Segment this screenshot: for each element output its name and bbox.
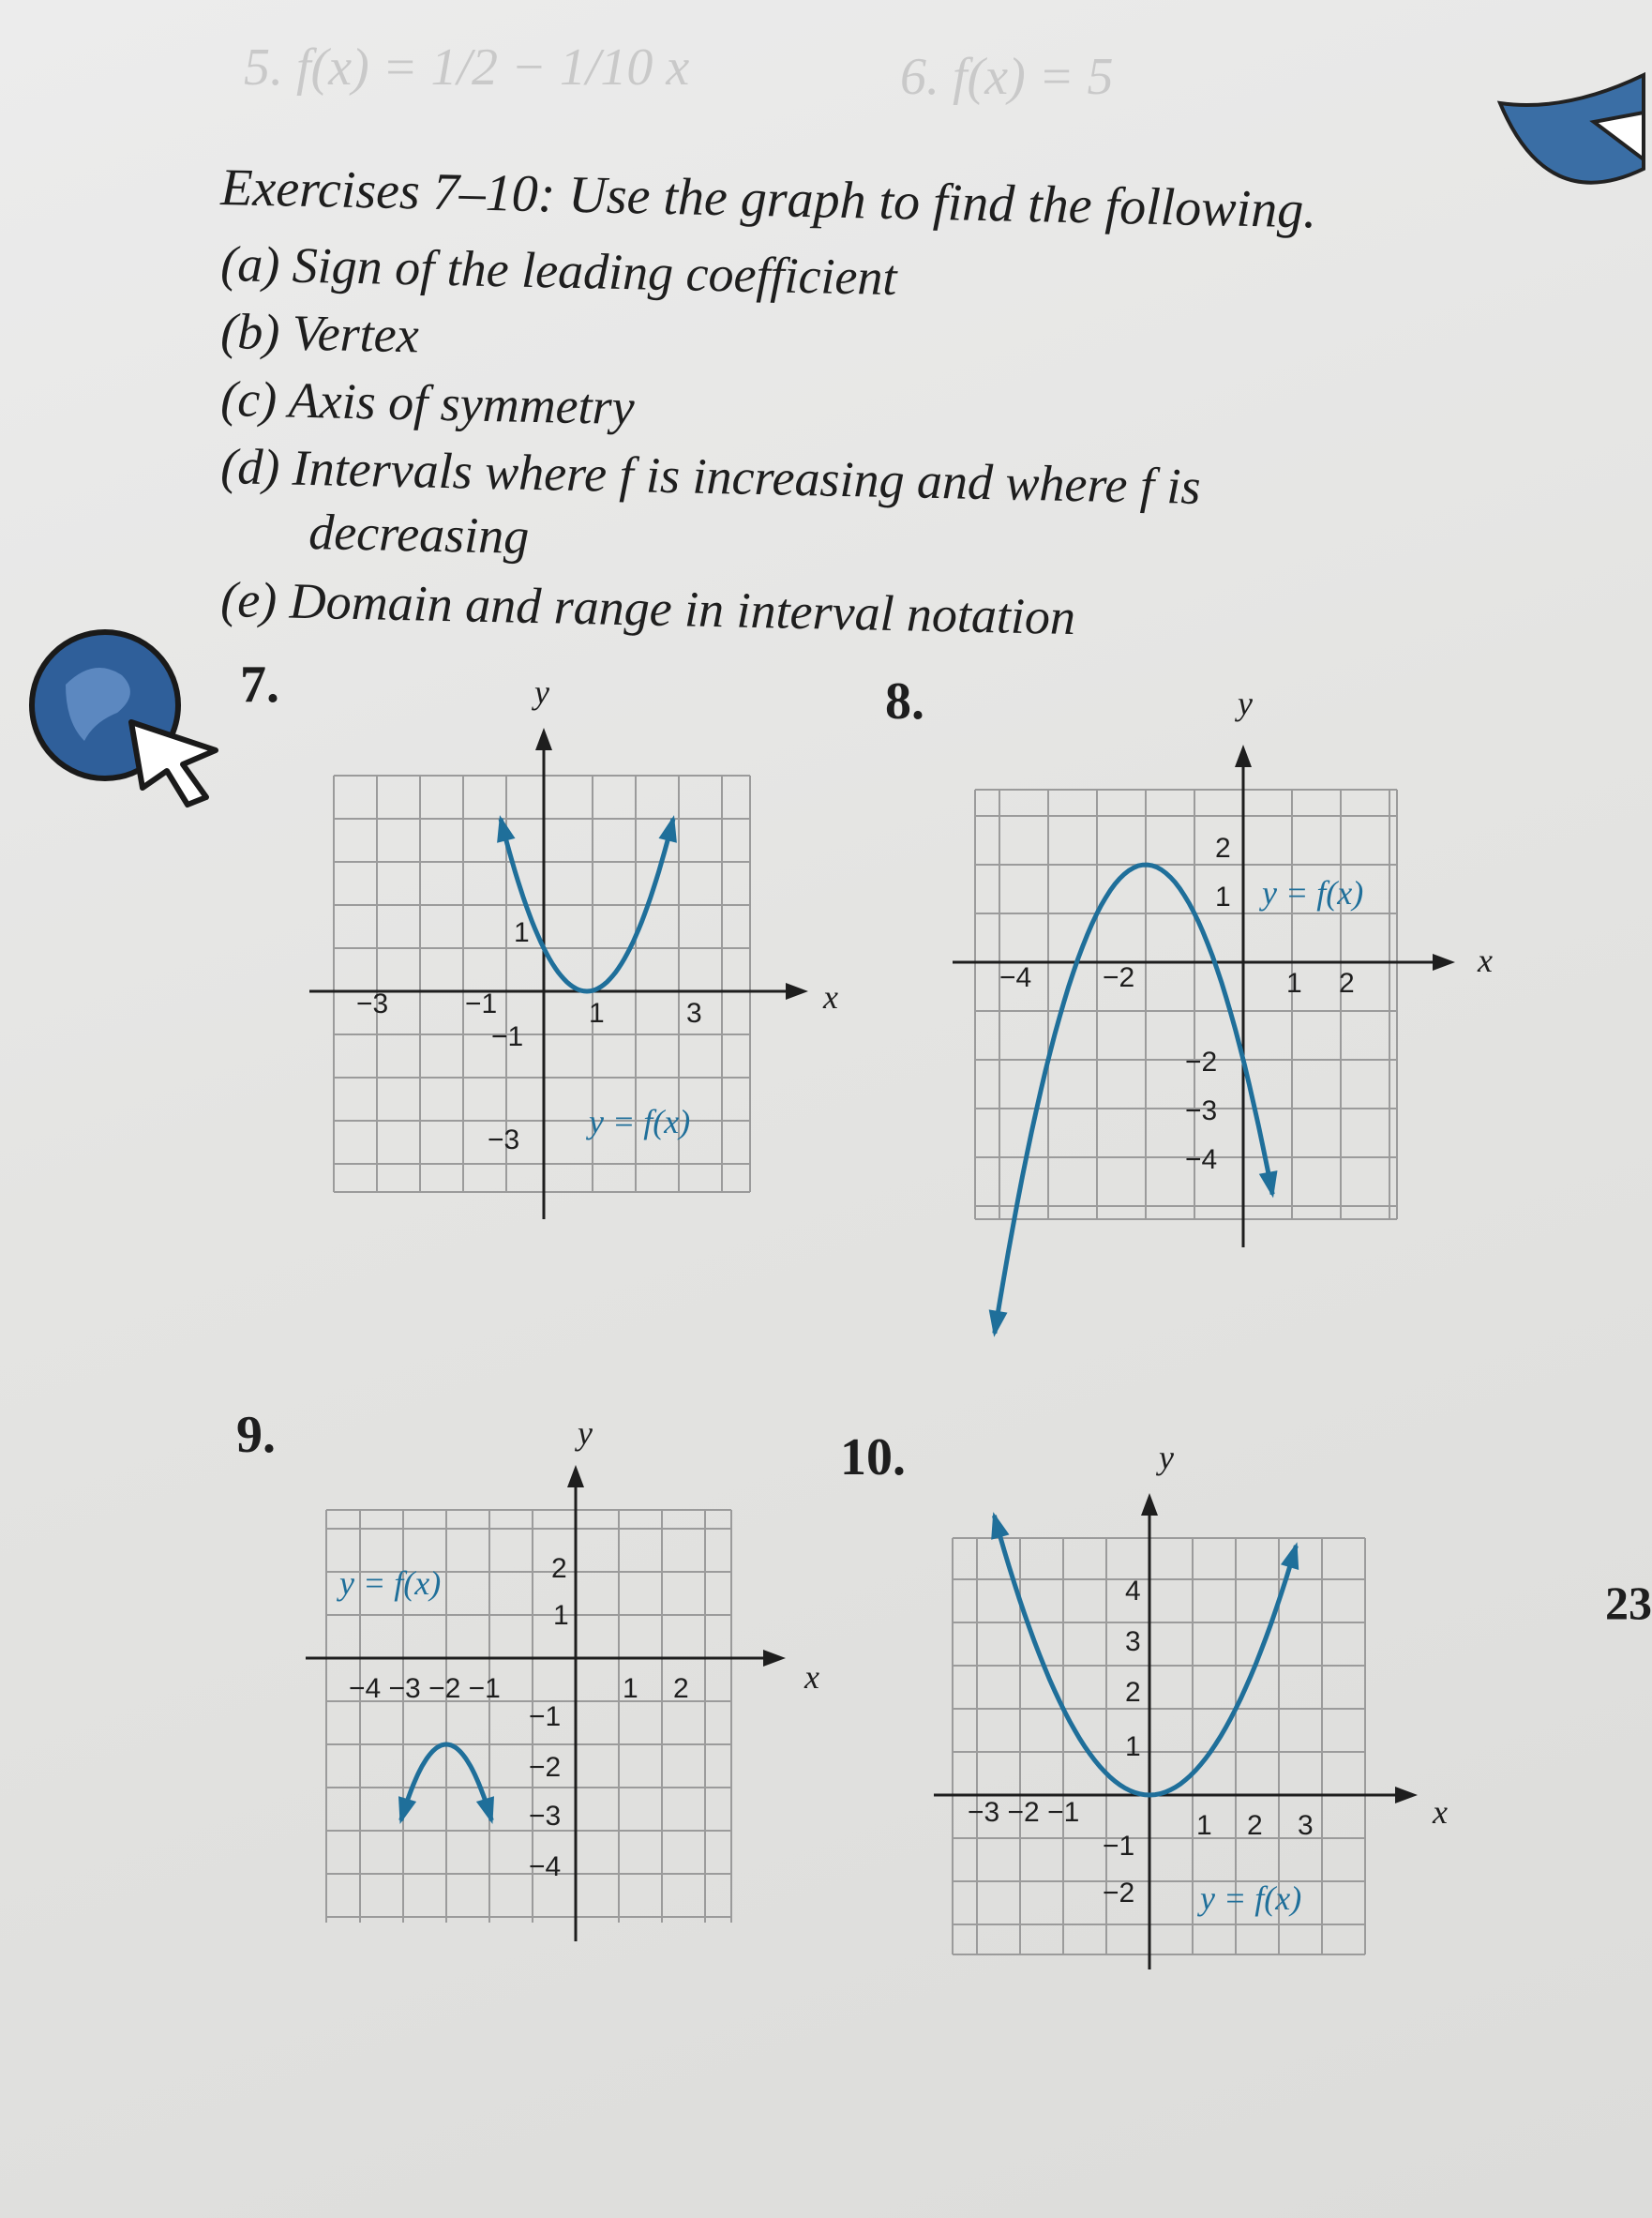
- graph-9-tick-y-neg1: −1: [529, 1701, 562, 1732]
- exercise-9-number: 9.: [236, 1406, 276, 1464]
- graph-9-x-label: x: [804, 1658, 819, 1696]
- graph-10-x-label: x: [1433, 1793, 1448, 1831]
- graph-9-function-label: y = f(x): [339, 1564, 442, 1602]
- graph-10-tick-y-2: 2: [1125, 1677, 1141, 1708]
- side-page-number: 23: [1605, 1577, 1652, 1629]
- graph-8-tick-x-neg2: −2: [1103, 962, 1135, 993]
- c10-arrowhead: [1281, 1542, 1299, 1570]
- graph-9-tick-x-2: 2: [673, 1673, 689, 1704]
- graph-7-x-label: x: [823, 978, 838, 1016]
- graph-7-tick-x-neg1: −1: [465, 988, 498, 1019]
- graph-9-tick-x-1: 1: [623, 1673, 638, 1704]
- graph-8-tick-y-neg2: −2: [1185, 1047, 1218, 1078]
- item-d-cont: decreasing: [308, 503, 530, 565]
- graph-10-tick-y-1: 1: [1125, 1731, 1141, 1762]
- graph-8-tick-y-1: 1: [1215, 882, 1231, 913]
- graph-10-y-label: y: [1159, 1439, 1174, 1476]
- item-e: (e) Domain and range in interval notation: [219, 570, 1076, 646]
- graph-7-tick-y-neg1: −1: [491, 1021, 524, 1052]
- item-d: (d) Intervals where f is increasing and where f is: [219, 437, 1202, 515]
- graph-9-tick-y-neg4: −4: [529, 1851, 562, 1882]
- graph-8-x-label: x: [1478, 942, 1493, 979]
- graph-8-tick-y-2: 2: [1215, 833, 1231, 864]
- graph-10-tick-x-row: −3 −2 −1: [968, 1797, 1080, 1828]
- item-b: (b) Vertex: [219, 302, 420, 364]
- graph-7-y-label: y: [534, 673, 549, 711]
- graph-10-tick-x-1: 1: [1196, 1810, 1212, 1841]
- graph-9-tick-y-neg2: −2: [529, 1752, 562, 1783]
- c10-arrowhead: [991, 1512, 1009, 1540]
- graph-10-curve: [994, 1516, 1296, 1795]
- exercise-8-number: 8.: [885, 672, 924, 731]
- exercise-10-number: 10.: [840, 1428, 906, 1486]
- graph-9-tick-y-neg3: −3: [529, 1801, 562, 1832]
- graph-8-tick-x-neg4: −4: [999, 962, 1032, 993]
- graph-9-tick-y-2: 2: [551, 1553, 567, 1584]
- graph-10-tick-y-neg2: −2: [1103, 1878, 1135, 1909]
- graph-8-tick-y-neg3: −3: [1185, 1095, 1218, 1126]
- graph-10-tick-y-3: 3: [1125, 1626, 1141, 1657]
- graph-9-tick-x-row: −4 −3 −2 −1: [349, 1673, 501, 1704]
- faded-exercise-5: 5. f(x) = 1/2 − 1/10 x: [244, 38, 690, 97]
- graph-7-tick-x-3: 3: [686, 998, 702, 1029]
- graph-10-tick-x-2: 2: [1247, 1810, 1263, 1841]
- graph-8-y-label: y: [1238, 685, 1253, 722]
- faded-exercise-6: 6. f(x) = 5: [900, 48, 1114, 106]
- graph-7-tick-x-1: 1: [589, 998, 605, 1029]
- graph-9-y-label: y: [578, 1414, 593, 1452]
- exercise-title: Exercises 7–10: Use the graph to find the following.: [219, 158, 1317, 240]
- exercise-7-number: 7.: [240, 656, 279, 714]
- graph-10-tick-y-neg1: −1: [1103, 1831, 1135, 1862]
- graph-10-tick-x-3: 3: [1298, 1810, 1314, 1841]
- graph-7-function-label: y = f(x): [589, 1103, 691, 1140]
- graph-7-tick-x-neg3: −3: [356, 988, 389, 1019]
- graph-8-tick-x-1: 1: [1286, 968, 1302, 999]
- graph-8-function-label: y = f(x): [1262, 874, 1364, 912]
- graph-7-tick-y-neg3: −3: [488, 1124, 520, 1155]
- graph-10-tick-y-4: 4: [1125, 1576, 1141, 1607]
- graph-9-tick-y-1: 1: [553, 1600, 569, 1631]
- item-c: (c) Axis of symmetry: [219, 370, 636, 436]
- item-a: (a) Sign of the leading coefficient: [219, 234, 898, 307]
- graph-7-tick-y-1: 1: [514, 917, 530, 948]
- graph-8-tick-x-2: 2: [1339, 968, 1355, 999]
- graph-8-tick-y-neg4: −4: [1185, 1144, 1218, 1175]
- graph-10-function-label: y = f(x): [1200, 1879, 1302, 1917]
